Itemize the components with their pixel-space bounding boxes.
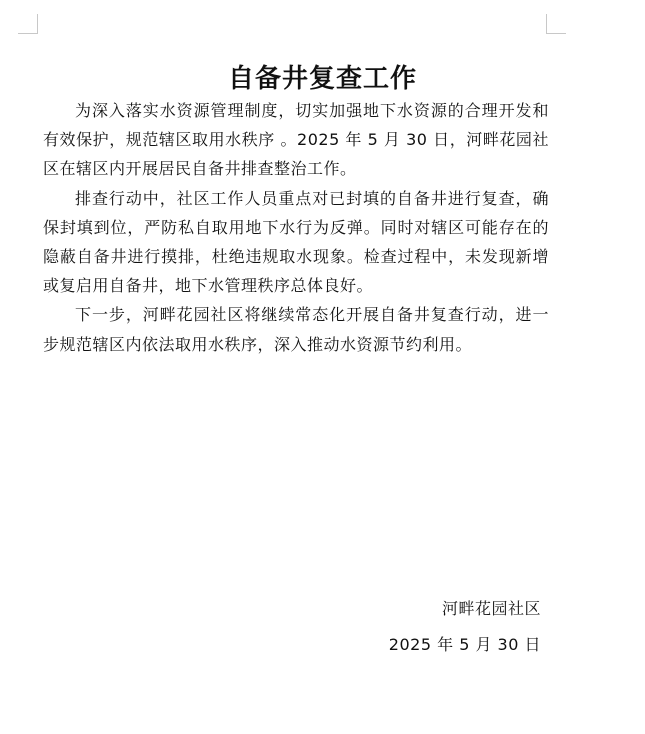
paragraph-next-steps: 下一步，河畔花园社区将继续常态化开展自备井复查行动，进一步规范辖区内依法取用水秩序，深入推动水资源节约利用。 [43,305,549,354]
signature-organization: 河畔花园社区 [441,599,541,618]
document-body [43,96,549,359]
crop-mark-top-left [18,14,38,34]
crop-mark-top-right [546,14,566,34]
document-title: 自备井复查工作 [227,64,417,95]
signature-block [389,591,541,663]
paragraph-intro: 为深入落实水资源管理制度，切实加强地下水资源的合理开发和有效保护，规范辖区取用水秩序 。2025 年 5 月 30 日，河畔花园社区在辖区内开展居民自备井排查整治工作。 [43,101,549,179]
signature-date: 2025 年 5 月 30 日 [388,635,541,654]
paragraph-inspection: 排查行动中，社区工作人员重点对已封填的自备井进行复查，确保封填到位，严防私自取用地下水行为反弹。同时对辖区可能存在的隐蔽自备井进行摸排，杜绝违规取水现象。检查过程中，未发现新增或复启用自备井，地下水管理秩序总体良好。 [43,188,549,296]
